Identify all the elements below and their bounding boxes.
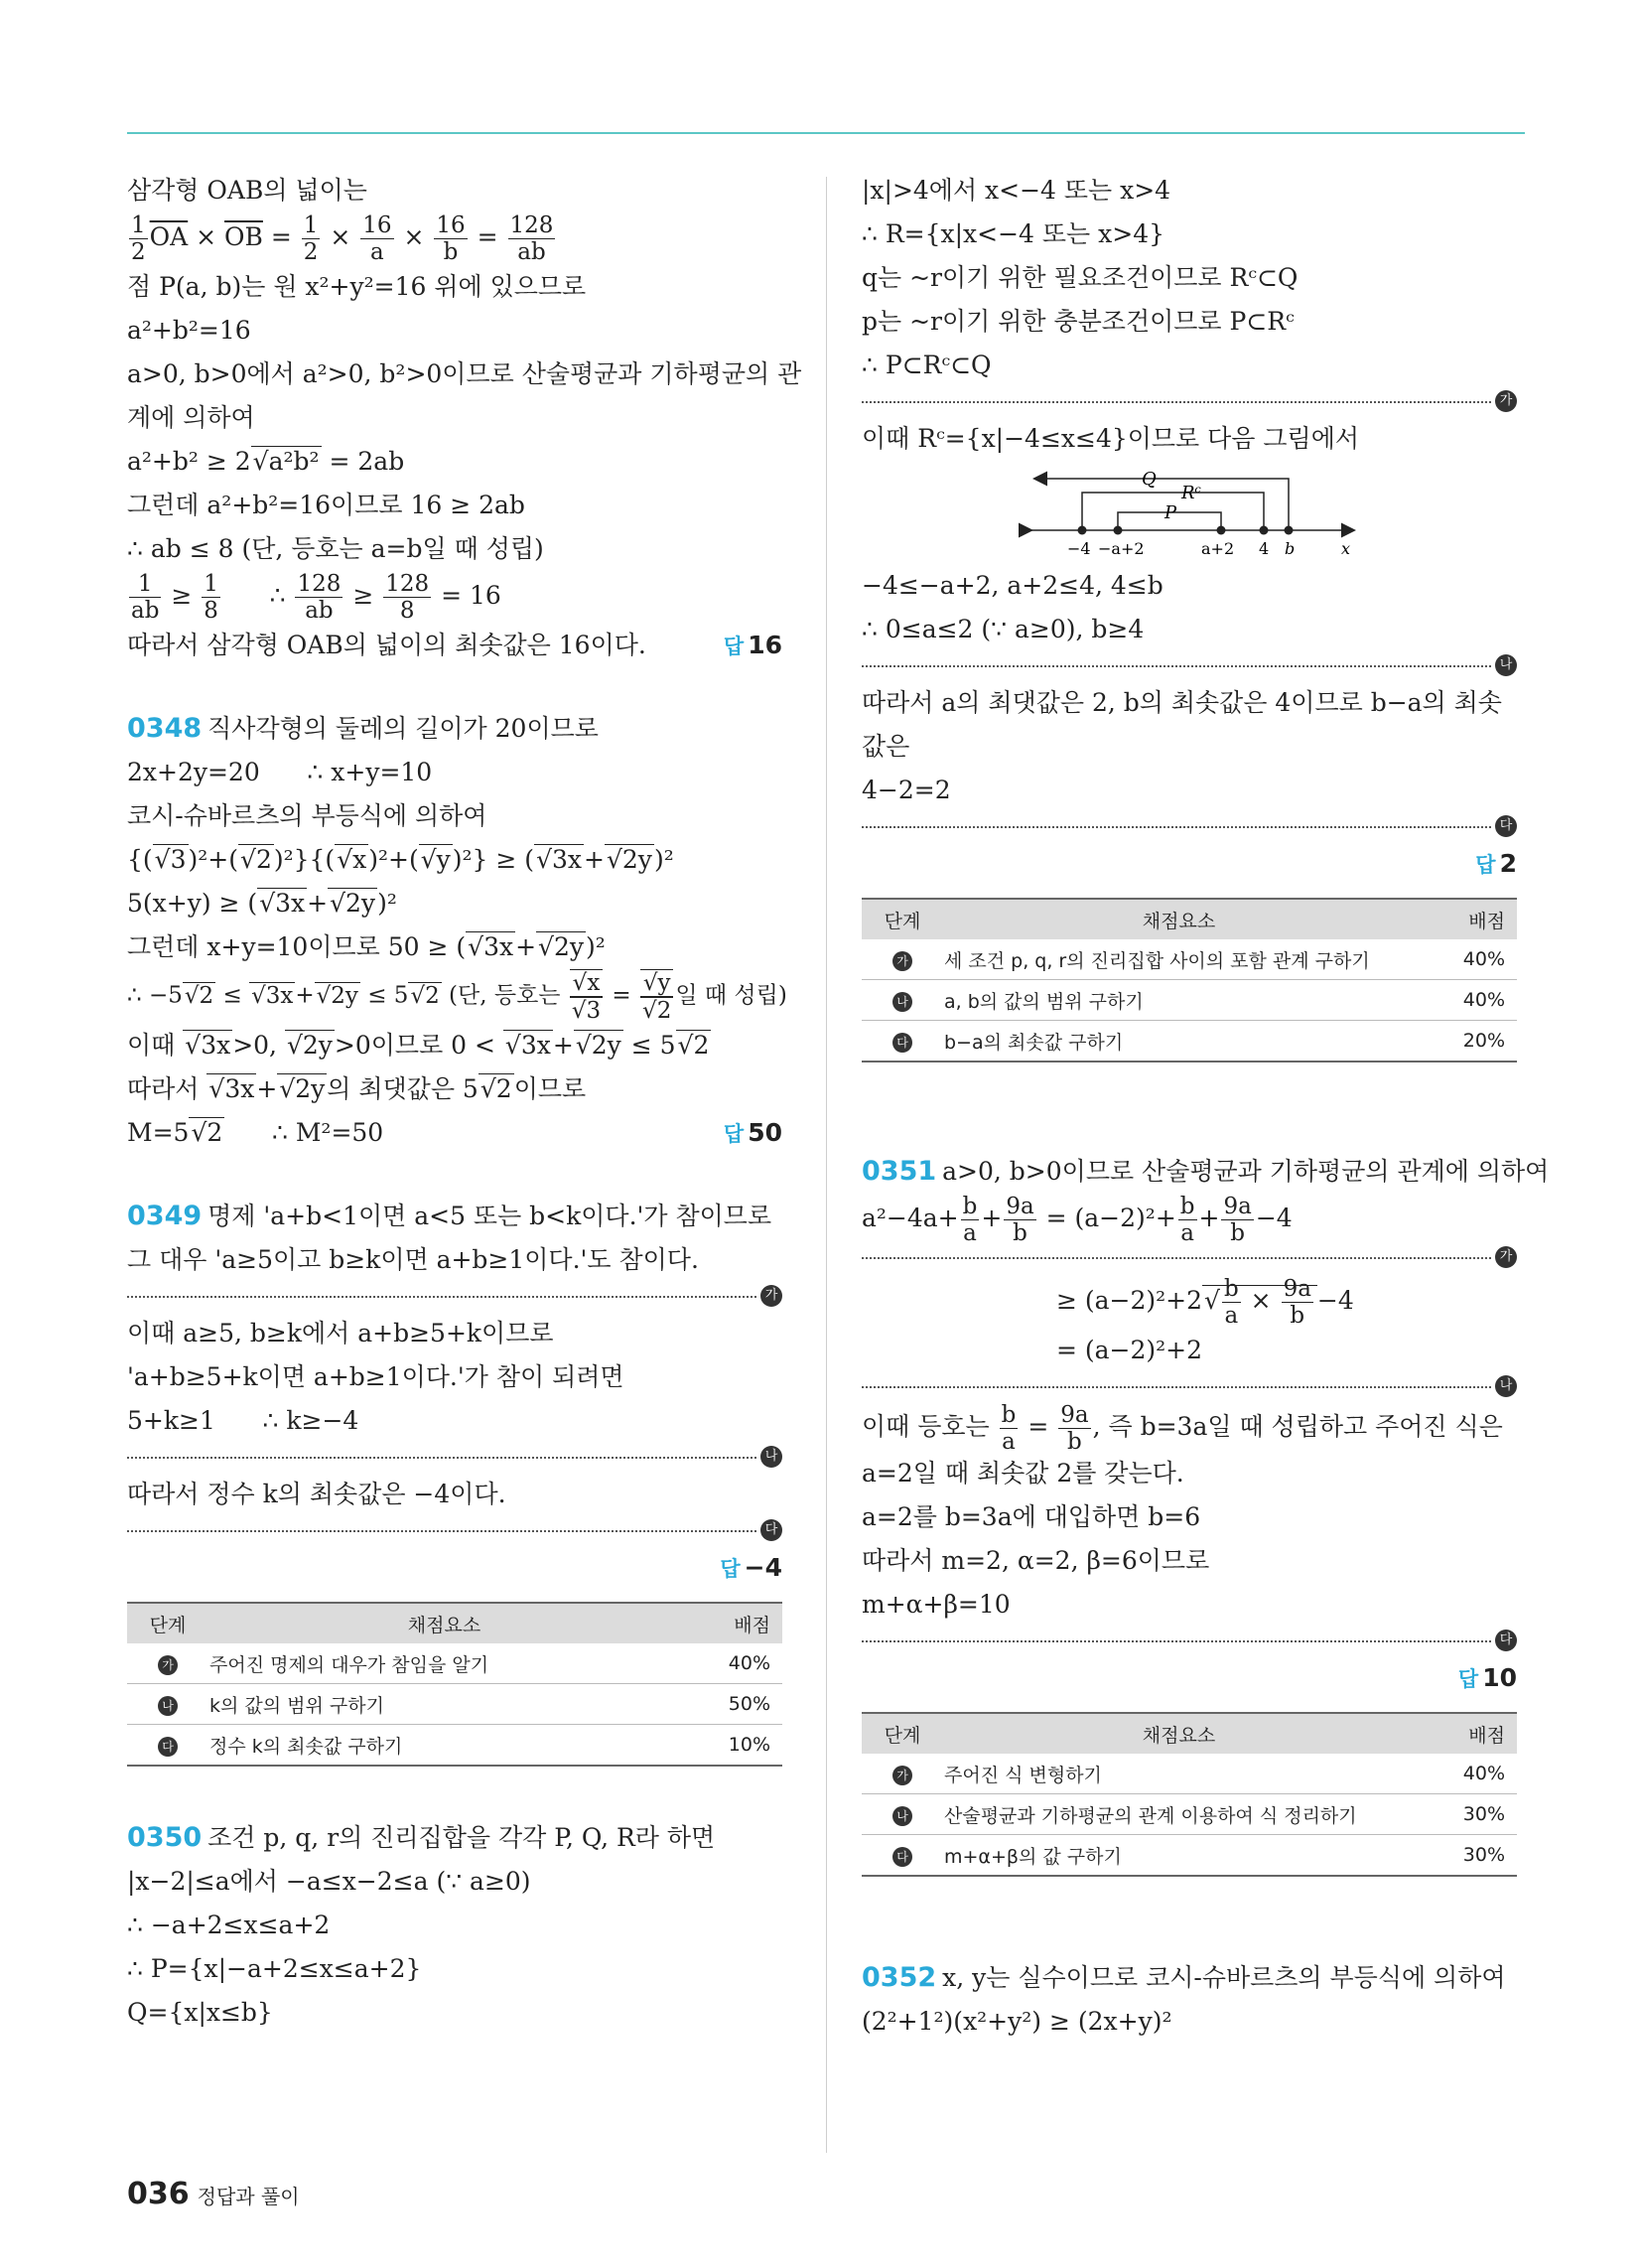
answer: 답 16 [723,631,782,659]
text-line: ∴ ab ≤ 8 (단, 등호는 a=b일 때 성립) [127,534,544,563]
formula-line: 5(x+y) ≥ ( √ 3x+ √ 2y)² [127,882,782,925]
text-line: 이때 a≥5, b≥k에서 a+b≥5+k이므로 [127,1319,554,1347]
answer-line [862,842,1517,886]
header-rule [127,132,1525,134]
table-header: 채점요소 [1142,910,1216,932]
formula-line: ≥ (a−2)²+2 √ $\frac{b}{a}$ × $\frac{9a}{b}$ −4 [862,1273,1517,1329]
formula-line: 이때 등호는 $\frac{b}{a}$ = $\frac{9a}{b}$ , 즉 b=3a일 때 성립하고 주어진 식은 [862,1402,1503,1455]
table-row: 다 정수 k의 최솟값 구하기 10% [127,1725,782,1767]
step-separator [862,812,1517,842]
text-line: a=2일 때 최솟값 2를 갖는다. [862,1459,1184,1488]
formula-line: $\frac{1}{ab}$ ≥ $\frac{1}{8}$ ∴ $\frac{128}{ab}$ ≥ $\frac{128}{8}$ = 16 [131,571,501,624]
step-separator [862,1243,1517,1273]
table-row: 가 세 조건 p, q, r의 진리집합 사이의 포함 관계 구하기 40% [862,939,1517,980]
point-b [1285,526,1294,535]
text-line: 이때 Rᶜ={x|−4≤x≤4}이므로 다음 그림에서 [862,424,1360,453]
table-header: 단계 [884,910,921,932]
text-line: 'a+b≥5+k이면 a+b≥1이다.'가 참이 되려면 [127,1362,624,1391]
step-marker-ga: 가 [760,1285,782,1307]
step-marker-na: 나 [1495,1375,1517,1397]
step-marker-ga: 가 [1495,1246,1517,1268]
table-header: 채점요소 [1142,1724,1216,1747]
formula-line: ∴ −5 √ 2 ≤ √ 3x+ √ 2y ≤ 5 √ 2 (단, 등호는 √ x √ 3 = √ y √ 2 일 때 성립) [127,969,782,1024]
text-line: a²+b²=16 [127,316,251,345]
formula-line: 이때 √ 3x>0, √ 2y>0이므로 0 < √ 3x+ √ 2y ≤ 5 √ 2 [127,1024,782,1067]
text-line: ∴ −a+2≤x≤a+2 [127,1911,331,1939]
step-separator [862,651,1517,681]
text-line: 따라서 삼각형 OAB의 넓이의 최솟값은 16이다. 답 16 [127,624,782,667]
page-number: 036 [127,2177,190,2211]
table-row: 가 주어진 명제의 대우가 참임을 알기 40% [127,1643,782,1684]
answer: 답 2 [1475,849,1517,878]
page-title: 정답과 풀이 [197,2185,300,2208]
problem-0352-header: 0352 x, y는 실수이므로 코시-슈바르츠의 부등식에 의하여 [862,1962,1506,1993]
scoring-table [862,898,1517,1063]
step-separator [127,1443,782,1473]
step-separator [862,1627,1517,1656]
answer-line [862,1656,1517,1700]
table-row: 나 a, b의 값의 범위 구하기 40% [862,980,1517,1021]
text-line: 코시-슈바르츠의 부등식에 의하여 [127,801,487,830]
step-separator [862,387,1517,417]
text-line: Q={x|x≤b} [127,1998,273,2027]
text-line: 그 대우 'a≥5이고 b≥k이면 a+b≥1이다.'도 참이다. [127,1245,699,1274]
step-marker-na: 나 [760,1446,782,1468]
text-line: −4≤−a+2, a+2≤4, 4≤b [862,571,1163,600]
table-row: 다 m+α+β의 값 구하기 30% [862,1835,1517,1877]
table-header: 배점 [1468,1724,1505,1747]
text-line: ∴ R={x|x<−4 또는 x>4} [862,219,1165,248]
text-line: 점 P(a, b)는 원 x²+y²=16 위에 있으므로 [127,272,587,301]
text-line: p는 ~r이기 위한 충분조건이므로 P⊂Rᶜ [862,307,1295,336]
text-line: 계에 의하여 [127,403,255,432]
page-footer [127,2177,300,2211]
text-line: 4−2=2 [862,776,951,804]
table-header: 단계 [884,1724,921,1747]
text-line: 따라서 a의 최댓값은 2, b의 최솟값은 4이므로 b−a의 최솟값은 [862,688,1502,761]
number-line-figure [862,461,1517,560]
text-line: 2x+2y=20 ∴ x+y=10 [127,758,433,786]
text-line: (2²+1²)(x²+y²) ≥ (2x+y)² [862,2007,1172,2036]
set-q-line [1035,479,1289,530]
tick-label: 4 [1259,539,1270,558]
formula-line: a²+b² ≥ 2 √ a²b² = 2ab [127,440,782,484]
text-line: ∴ P={x|−a+2≤x≤a+2} [127,1954,422,1983]
answer: 답 50 [723,1118,782,1147]
problem-0350-header: 0350 조건 p, q, r의 진리집합을 각각 P, Q, R라 하면 [127,1822,716,1853]
text-line: a>0, b>0에서 a²>0, b²>0이므로 산술평균과 기하평균의 관 [127,359,802,388]
text-line: 따라서 정수 k의 최솟값은 −4이다. [127,1480,506,1508]
answer: 답 −4 [720,1553,782,1582]
scoring-table [862,1712,1517,1877]
table-header: 배점 [1468,910,1505,932]
formula-line: $\frac{1}{2}$ $\overline{OA} \times \overline{OB}$ = $\frac{1}{2}$ × $\frac{16}{a}$ × $\frac{16}{b}$ = $\frac{128}{ab}$ [131,213,554,265]
text-line: ∴ P⊂Rᶜ⊂Q [862,351,992,379]
tick-label: −4 [1067,539,1091,558]
tick-label: b [1285,539,1296,558]
scoring-table [127,1602,782,1767]
step-marker-ga: 가 [1495,390,1517,412]
table-header: 채점요소 [407,1614,481,1636]
step-marker-na: 나 [1495,654,1517,676]
formula-line: = (a−2)²+2 [1056,1336,1203,1364]
label-q: Q [1142,469,1157,490]
table-row: 가 주어진 식 변형하기 40% [862,1754,1517,1794]
problem-0348-header: 0348 직사각형의 둘레의 길이가 20이므로 [127,713,599,744]
axis-label: x [1341,539,1351,558]
text-line: 따라서 m=2, α=2, β=6이므로 [862,1546,1210,1575]
text-line: ∴ 0≤a≤2 (∵ a≥0), b≥4 [862,615,1145,643]
table-header: 배점 [734,1614,770,1636]
step-separator [127,1516,782,1546]
step-separator [127,1282,782,1312]
problem-0349-header: 0349 명제 'a+b<1이면 a<5 또는 b<k이다.'가 참이므로 [127,1201,772,1231]
text-line: 5+k≥1 ∴ k≥−4 [127,1406,359,1435]
right-column [862,169,1550,2044]
text-line: |x|>4에서 x<−4 또는 x>4 [862,176,1171,205]
formula-line: {( √ 3)²+( √ 2)²}{( √ x)²+( √ y)²} ≥ ( √ 3x+ √ 2y)² [127,838,782,882]
tick-label: a+2 [1201,539,1235,558]
text-line: m+α+β=10 [862,1590,1011,1619]
text-line: q는 ~r이기 위한 필요조건이므로 Rᶜ⊂Q [862,263,1299,292]
text-line: a=2를 b=3a에 대입하면 b=6 [862,1502,1201,1531]
point-4 [1260,526,1269,535]
text-line: |x−2|≤a에서 −a≤x−2≤a (∵ a≥0) [127,1867,531,1896]
formula-line: 그런데 x+y=10이므로 50 ≥ ( √ 3x+ √ 2y)² [127,925,782,969]
table-row: 나 산술평균과 기하평균의 관계 이용하여 식 정리하기 30% [862,1794,1517,1835]
point-neg4 [1078,526,1087,535]
step-marker-da: 다 [760,1519,782,1541]
label-rc: Rᶜ [1181,483,1201,503]
label-p: P [1164,502,1177,523]
column-divider [826,177,827,2153]
text-line: 삼각형 OAB의 넓이는 [127,176,367,205]
formula-line: 따라서 √ 3x+ √ 2y의 최댓값은 5 √ 2이므로 [127,1067,782,1111]
tick-label: −a+2 [1098,539,1145,558]
step-marker-da: 다 [1495,815,1517,837]
answer: 답 10 [1457,1663,1517,1692]
text-line: 그런데 a²+b²=16이므로 16 ≥ 2ab [127,491,525,519]
fraction: $\frac{1}{2}$ [131,213,146,265]
step-separator [862,1372,1517,1402]
table-row: 나 k의 값의 범위 구하기 50% [127,1684,782,1725]
table-header: 단계 [149,1614,187,1636]
step-marker-da: 다 [1495,1630,1517,1651]
point-neg-a2 [1114,526,1123,535]
answer-line [127,1546,782,1590]
formula-line: M=5 √ 2 ∴ M²=50 답 50 [127,1111,782,1155]
formula-line: a²−4a+ $\frac{b}{a}$ + $\frac{9a}{b}$ = (a−2)²+ $\frac{b}{a}$ + $\frac{9a}{b}$ −4 [862,1194,1293,1246]
left-column [127,169,802,2035]
point-a2 [1217,526,1226,535]
table-row: 다 b−a의 최솟값 구하기 20% [862,1021,1517,1063]
problem-0351-header: 0351 a>0, b>0이므로 산술평균과 기하평균의 관계에 의하여 [862,1156,1550,1187]
